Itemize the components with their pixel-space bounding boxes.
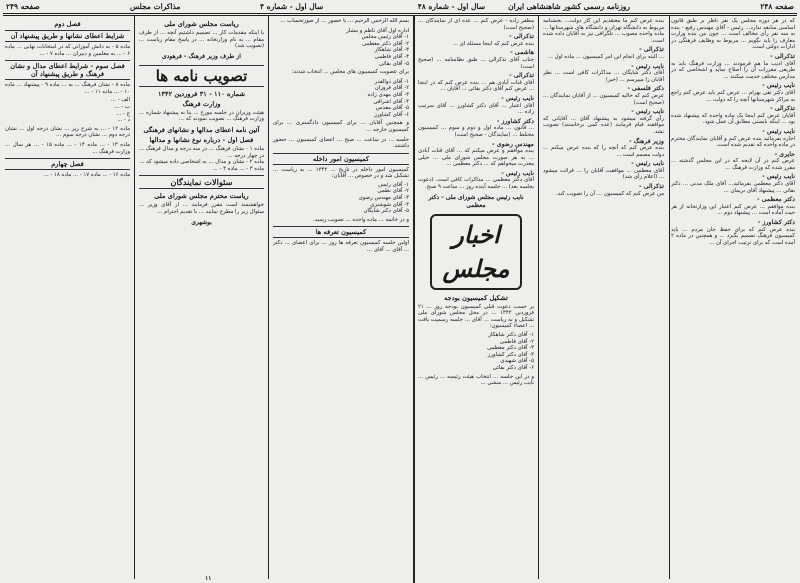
paragraph: اجازه بفرمائید بنده عرض کنم و آقایان نمایندگان محترم در ماده واحده که تقدیم شده است. <box>671 135 795 149</box>
list-item: ۲- آقای دکتر معظمی <box>362 40 409 47</box>
paragraph: ماده ۵ - به دانش آموزانی که در امتحانات نهایی ... ماده ۶ - ... به معلمین و دبیران ... ماده ۷ - ... <box>5 44 130 57</box>
list-item: ۴- آقای اشراقی <box>373 98 409 105</box>
right-page-number: صفحه ۲۴۸ <box>760 2 794 11</box>
column-rule <box>669 16 670 579</box>
paragraph: عرض کنم که حالیه کمیسیون ... از آقایان نمایندگان ... (صحیح است) <box>543 92 664 106</box>
speaker-label: تذکرالی - <box>509 33 534 41</box>
column-rule <box>538 16 539 579</box>
paragraph: بسم الله الرحمن الرحیم ... با حضور ... از صورتحساب ... <box>280 18 409 24</box>
chapter-heading: فصل اول - درباره نوع نشانها و مدالها <box>149 135 254 144</box>
paragraph: بنده عرض کنم که برای حفظ جان مردم ... باید کمیسیون فرهنگ تصمیم بگیرد ... و همچنین در ماده ۲ آمده است که برای ترتیب اجرای آن ... <box>671 226 795 246</box>
header-rule <box>3 13 797 14</box>
paragraph: ماده ۳ - ... ماده ۴ - ... <box>212 165 264 172</box>
speaker-label: نایب رئیس - <box>762 173 795 181</box>
name-list <box>273 28 409 68</box>
left-page-number: صفحه ۲۴۹ <box>6 2 40 11</box>
speaker-label: نایب رئیس - <box>501 169 534 177</box>
paragraph: خواهشمند است مقرر فرمایند ... از آقای وزیر ... سئوال زیر را مطرح نمایند ... با تقدیم احترام ... <box>139 202 264 215</box>
section-heading: سئوالات نمایندگان <box>139 175 264 189</box>
list-item: ۱- آقای ذوالقدر <box>374 78 409 85</box>
paragraph: آقای دکتر معظمی ... مذاکرات کافی است. (دعوت بجلسه بعد) ... جلسه آینده روز ... ساعت ۹ صبح. <box>418 177 534 191</box>
speaker-label: دکتر کشاورز - <box>757 219 795 227</box>
signature: نایب رئیس مجلس شورای ملی - دکتر معظمی <box>428 193 524 209</box>
list-item: ۳- آقای مهندس رضوی <box>358 195 409 202</box>
paragraph: ماده ۸ - نشان فرهنگ ... به ... ماده ۹ - پیشنهاد ... ماده ۱۰ - ... ماده ۱۱ - ... <box>5 82 130 95</box>
paragraph: کمیسیون امور داخله در تاریخ ... ۱۳۴۲ ... به ریاست ... تشکیل شد و در خصوص ... آقایان: <box>273 166 409 180</box>
list-item: ۳- آقای مهدی زاده <box>367 91 409 98</box>
name-list <box>273 182 409 215</box>
column-2 <box>543 18 664 573</box>
section-heading: کمیسیون تعرفه ها <box>273 226 409 238</box>
paragraph: آقایان عرض کنم اینجا یک ماده واحده که پیشنهاد شده بود ... اینکه بایستی مطابق آن عمل شود. <box>671 112 795 126</box>
paragraph: اولین جلسه کمیسیون تعرفه ها روز ... برای اعضای ... دکتر ... آقای ... آقای ... <box>273 240 409 254</box>
page-gutter <box>413 16 415 583</box>
paragraph: آقای اعتبار ... آقای دکتر کشاورز ... آقای سرتیپ زاده ... <box>418 102 534 116</box>
paragraph: رأی گرفته میشود به پیشنهاد آقای ... آقایانی که موافقند قیام فرمایند (عده کمی برخاستند) تصویب نشد. <box>543 115 664 135</box>
ministry-name: وزارت فرهنگ <box>182 99 221 108</box>
name-list <box>273 79 409 119</box>
paragraph: هیئت وزیران در جلسه مورخ ... بنا به پیشنهاد شماره ... وزارت فرهنگ ... تصویب نمودند که ... <box>139 109 264 123</box>
paragraph: که در هر دوره مجلس یک نفر ناظر بر طبق قانون اساسی سابقه ندارد... رئیس - آقای مهندس رفیع - بنده به سه نفر رأی مخالف است ... چون من بنده وزارت معارف را باید بگویم ... مربوط به وظایف فرهنگی در ادارات دولتی است. <box>671 18 795 51</box>
speaker-label: نایب رئیس - <box>631 62 664 70</box>
speaker-label: تذکرالی - <box>639 183 664 191</box>
paragraph: برای عضویت کمیسیون های مجلس ... انتخاب شدند: <box>291 69 409 76</box>
paragraph: مظفر زاده - عرض کنم ... عده ای از نمایندگان ... (صحیح است) <box>418 18 534 31</box>
column-rule <box>268 16 269 579</box>
paragraph: ماده ۱۳ - ... ماده ۱۴ - ... ماده ۱۵ - ... هر سال ... وزارت فرهنگ ... <box>5 141 130 155</box>
paragraph: ماده ۲ - نشان و مدال ... به اشخاصی داده میشود که ... <box>139 159 264 166</box>
chapter-heading: فصل دوم <box>54 20 81 28</box>
list-item: ۴- آقای شوشتری <box>370 201 409 208</box>
decrees-title: تصویب نامه ها <box>139 65 264 87</box>
list-item: اداره اول آقای ناظم و مشار <box>346 27 409 34</box>
paragraph: آقای دکتر معظمی بفرمائید... آقای ملک مدنی ... دکتر بقائی ... پیشنهاد آقای نریمان ... <box>671 181 795 194</box>
speaker-label: نایب رئیس - <box>762 82 795 90</box>
list-item: ج - ... <box>116 110 130 117</box>
speaker-label: تذکرالی - <box>509 72 534 80</box>
header-rule-2 <box>3 15 797 16</box>
section-heading: ریاست مجلس شورای ملی <box>164 20 239 28</box>
paragraph: بنده موافقم و عرض میکنم که ... آقای قنات آبادی ... به هر صورت مجلس شورای ملی ... خیلی معذرت میخواهم که ... دکتر معظمی ... <box>418 148 534 168</box>
column-5 <box>139 18 264 573</box>
speaker-label: تذکرالی - <box>770 105 795 113</box>
section-heading: ریاست محترم مجلس شورای ملی <box>154 192 249 201</box>
list-item: ۲- آقای فروزان <box>374 85 409 92</box>
paragraph: با اینکه مقدمات کار ... تصمیم داشتیم آنچه ... از طرف مقام ... به نام وزارتخانه ... در پاسخ مقام ریاست ... (تصویب شد) <box>139 30 264 50</box>
list-item: ب - ... <box>114 103 130 110</box>
paragraph: آقای دکتر شایگان ... مذاکرات کافی است ... نظر آقایان را میپرسم ... (خیر) <box>543 70 664 83</box>
column-4 <box>273 18 409 573</box>
paragraph: بنده عرض کنم که آنچه را که بنده عرض میکنم ... دولت مصمم است ... <box>543 145 664 158</box>
list-item: الف - ... <box>110 97 130 104</box>
speaker-label: دکتر کشاورز - <box>496 117 534 125</box>
section-heading: فصل سوم - شرایط اعطای مدال و نشان فرهنگ و طریق پیشنهاد آن <box>5 60 130 80</box>
paragraph: بر حسب دعوت قبلی کمیسیون بودجه روز ... ۲۱ فروردین ۱۳۴۲ ... در محل مجلس شورای ملی تشکیل و به ریاست ... آقای ... جلسه رسمیت یافت ... اعضاء کمیسیون: <box>418 303 534 330</box>
page-footer-number: ۱۱ <box>205 575 212 582</box>
list-item: ۱- آقای دکتر شاهکار <box>488 332 534 339</box>
paragraph: من عرض کنم که کمیسیون ... آن را تصویب کند. <box>555 190 664 197</box>
list-item: ۱- آقای رئیس <box>378 181 409 188</box>
paragraph: جلسه ... در ساعت ... صبح ... اعضای کمیسیون ... حضور داشتند. <box>273 136 409 150</box>
list-item: ۵- آقای بقائی <box>379 60 409 67</box>
paragraph: ... البته برای انجام این امر کمیسیون ... ماده اول ... <box>547 53 664 60</box>
list-item: ۵- آقای مقدس <box>375 105 409 112</box>
list-item: ۲- آقای نظمی <box>377 188 409 195</box>
list-item: ۳- آقای دکتر معظمی <box>487 345 534 352</box>
section-calligraphy-title: اخبار مجلس <box>430 214 522 290</box>
paragraph: آقای ادیب ما هم فرمودند ... وزارت فرهنگ باید به طریقی مقررات آن را اصلاح نماید و اشخاصی که در مدارس مختلف خدمت میکنند ... <box>671 60 795 80</box>
signature: بوشهری <box>191 218 212 226</box>
member-list <box>418 332 534 372</box>
column-1 <box>671 18 795 573</box>
clause-list <box>5 97 130 123</box>
left-issue: سال اول - شماره ۴ <box>260 2 324 11</box>
column-3 <box>418 18 534 573</box>
list-item: ۵- آقای دکتر شایگان <box>363 208 409 215</box>
paragraph: آقای معظمی ... موافقت آقایان را ... قرائت میشود ... (اعلام رأی شد) <box>543 167 664 181</box>
paragraph: عرض کنم در آن لایحه که در این مجلس گذشته ... مقرر شده که وزارت فرهنگ ... <box>671 158 795 171</box>
speaker-label: نایب رئیس - <box>501 94 534 102</box>
right-issue: سال اول - شماره ۴۸ <box>417 2 485 11</box>
speaker-label: وزیر فرهنگ - <box>628 137 664 145</box>
speaker-label: تذکرالی - <box>639 46 664 54</box>
paragraph: آقای دکتر تقی بهرام ... عرض کنم باید عرض کنم راجع به مراکز شهرستانها آنچه را که دولت ... <box>671 89 795 103</box>
section-heading: شرایط اعطای نشانها و طریق پیشنهاد آن <box>5 30 130 42</box>
speaker-label: نایب رئیس - <box>762 127 795 135</box>
paragraph: ... قانون ... ماده اول و دوم و سوم ... کمیسیون مختلط ... (نمایندگان - صحیح است) <box>418 125 534 138</box>
paragraph: ماده ۱۶ - ... ماده ۱۷ - ... ماده ۱۸ - ... <box>43 172 130 179</box>
speaker-label: هاشمی - <box>510 49 534 57</box>
section-heading: آئین نامه اعطای مدالها و نشانهای فرهنگی <box>143 125 260 134</box>
list-item: ۴- آقای فاطمی <box>374 53 409 60</box>
speaker-label: تذکرالی - <box>770 52 795 60</box>
speaker-label: مهندس رضوی - <box>492 140 534 148</box>
paragraph: و در این جلسه ... انتخاب هیئت رئیسه ... رئیس ... نایب رئیس ... منشی ... <box>418 373 534 387</box>
paragraph: بنده عرض کنم که اینجا مسئله ای ... <box>452 40 534 47</box>
paragraph: آقای قنات آبادی هم ... بنده عرض کنم که در اینجا ... عرض کنم آقای دکتر بقائی ... آقایان ... <box>418 79 534 93</box>
left-masthead: مذاکرات مجلس <box>130 2 181 11</box>
list-item: ۴- آقای دکتر کشاورز <box>487 351 534 358</box>
list-item: ۶- آقای کشاورز <box>374 111 409 118</box>
paragraph: بنده موافقم ... عرض کنم اعتبار این وزارتخانه از هر حیث آماده است ... پیشنهاد دوم ... <box>671 203 795 217</box>
section-heading: کمیسیون امور داخله <box>273 153 409 165</box>
paragraph: و همچنین آقایان ... برای کمیسیون دادگستری ... برای کمیسیون خارجه ... <box>273 120 409 133</box>
speaker-label: نایب رئیس - <box>631 160 664 168</box>
news-headline: تشکیل کمیسیون بودجه <box>444 293 508 302</box>
paragraph: ماده ۱۲ - ... به شرح زیر ... نشان درجه اول ... نشان درجه دوم ... نشان درجه سوم ... <box>5 125 130 139</box>
list-item: ۵- آقای شهیدی <box>500 358 534 365</box>
paragraph: و در خاتمه ... ماده واحده ... تصویب رسید. <box>313 216 409 223</box>
speaker-label: دکتر فلسفی - <box>627 85 664 93</box>
paragraph: بنده عرض کنم ما معتقدیم این کار دولت... بخشنامه مربوط به دانشگاه تهران و دانشگاه های شهرستانها ... ماده واحده مصوب ... تلگرافی نیز به آقایان داده شده است. <box>543 18 664 44</box>
speaker-label: حایری - <box>774 150 795 158</box>
paragraph: ماده ۱ - نشان فرهنگ ... در سه درجه و مدال فرهنگ ... در چهار درجه ... <box>139 145 264 159</box>
list-item: ۱- آقای رئیس مجلس <box>361 34 409 41</box>
right-masthead: روزنامه رسمی کشور شاهنشاهی ایران <box>508 2 630 11</box>
speaker-label: دکتر معظمی - <box>757 196 795 204</box>
signature: از طرف وزیر فرهنگ - فرهودی <box>162 52 241 60</box>
paragraph: جناب آقای تذکرالی ... طبق نظامنامه ... (صحیح است) <box>418 56 534 70</box>
list-item: ۶- آقای دکتر بقائی <box>492 365 534 371</box>
column-rule <box>134 16 135 579</box>
decree-number: شماره ۱۱۰ - ۳۱ فروردین ۱۳۴۲ <box>157 89 246 98</box>
list-item: د - ... <box>117 117 130 124</box>
list-item: ۲- آقای فاطمی <box>499 338 534 345</box>
list-item: ۳- آقای شاهکار <box>374 47 409 54</box>
column-6 <box>5 18 130 573</box>
speaker-label: نایب رئیس - <box>631 108 664 116</box>
chapter-heading: فصل چهارم <box>5 158 130 170</box>
